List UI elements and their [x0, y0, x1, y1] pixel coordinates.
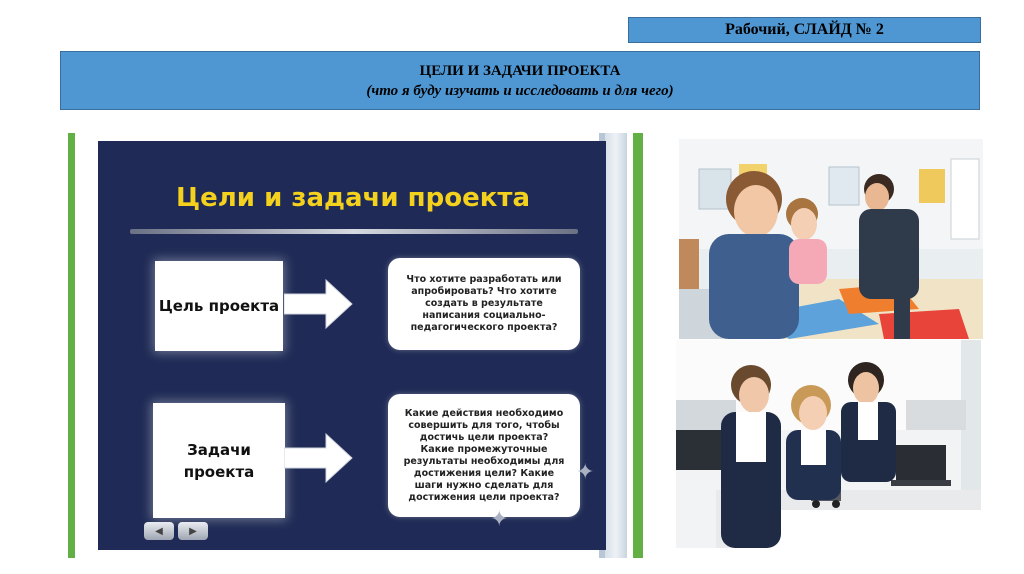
title-banner	[60, 51, 980, 110]
star-decoration-icon: ✦	[490, 506, 509, 531]
classroom-craft-photo	[679, 139, 983, 339]
page-subtitle: (что я буду изучать и исследовать и для чего)	[366, 82, 674, 99]
frame-scroll-strip	[605, 133, 627, 558]
tasks-question-text: Какие действия необходимо совершить для того, чтобы достичь цели проекта? Какие промежуточные результаты необходимы для достижения цели? Какие шаги нужно сделать для достижения цели проекта?	[403, 407, 565, 503]
goal-question-box	[388, 258, 580, 350]
right-arrow-icon	[284, 278, 354, 330]
frame-left-bar	[68, 133, 75, 558]
classroom-craft-icon	[679, 139, 983, 339]
heading-underline	[130, 229, 578, 234]
robotics-class-icon	[676, 340, 981, 548]
inner-slide	[98, 141, 606, 550]
goal-box	[155, 261, 283, 351]
tasks-question-box	[388, 394, 580, 517]
right-arrow-icon	[284, 432, 354, 484]
star-decoration-icon: ✦	[576, 459, 595, 484]
next-slide-button[interactable]: ▶	[178, 522, 208, 540]
goal-question-text: Что хотите разработать или апробировать? Что хотите создать в результате написания социально-педагогического проекта?	[406, 274, 562, 333]
slide-number-label: Рабочий, СЛАЙД № 2	[628, 17, 981, 43]
page-title: ЦЕЛИ И ЗАДАЧИ ПРОЕКТА	[419, 62, 621, 79]
previous-slide-button[interactable]: ◀	[144, 522, 174, 540]
tasks-label: Задачи проекта	[183, 440, 255, 481]
frame-right-bar	[633, 133, 643, 558]
slide-heading: Цели и задачи проекта	[176, 183, 530, 213]
tasks-box	[153, 403, 285, 518]
goal-label: Цель проекта	[158, 297, 280, 315]
robotics-class-photo	[676, 340, 981, 548]
